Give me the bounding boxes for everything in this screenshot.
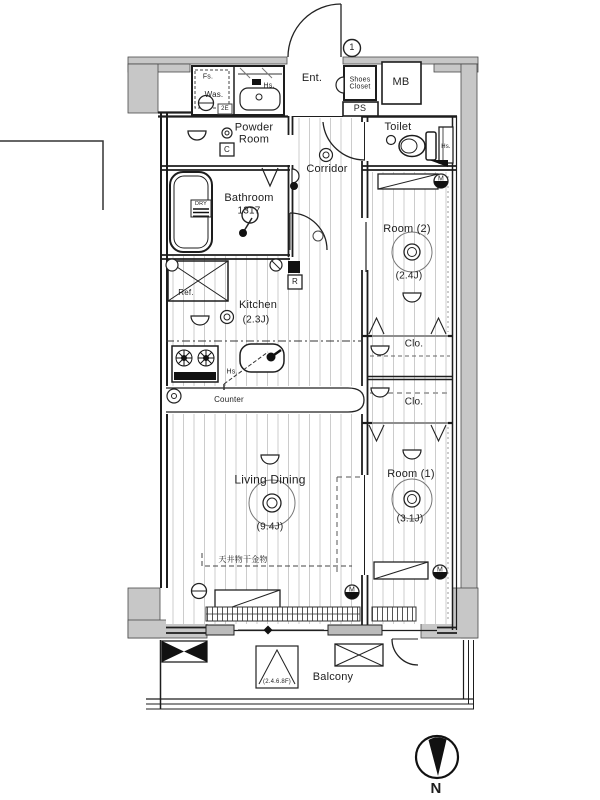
meter-box-label: MB (392, 76, 410, 89)
bath-dryer-label: DRY (194, 201, 208, 208)
living-dining-label: Living Dining (234, 472, 306, 487)
kitchen-label: Kitchen (238, 299, 278, 312)
neighbor-outline (0, 141, 103, 210)
badge-c-label: C (224, 144, 230, 154)
entrance-door-arc (288, 4, 341, 57)
room1-size-label: (3.1J) (396, 513, 424, 525)
stove-grill (174, 372, 216, 380)
powder-room-label: Powder Room (234, 121, 274, 145)
sliding-window-panel (328, 625, 382, 635)
counter-area (166, 386, 366, 414)
bathroom-label: Bathroom (224, 192, 274, 205)
room1-label: Room (1) (387, 468, 435, 481)
washer-label: Was. (204, 89, 224, 99)
compass-icon (416, 736, 458, 778)
shoes-closet-label: Shoes Closet (349, 76, 371, 91)
entrance-label: Ent. (301, 72, 323, 85)
water-heater-label: Hs. (441, 143, 451, 150)
vanity-basin-icon (240, 88, 280, 110)
laundry-hardware-label: 天井物干金物 (218, 554, 268, 564)
balcony-label: Balcony (312, 671, 354, 684)
compass-north-label: N (430, 780, 442, 798)
vanity-faucet-icon (252, 79, 261, 85)
refrigerator-label: Ref. (178, 287, 194, 297)
window-arrow-icon (264, 626, 273, 635)
counter-label: Counter (214, 394, 244, 404)
counter-light-icon (167, 389, 181, 403)
room2-size-label: (2.4J) (395, 270, 423, 282)
room2-label: Room (2) (383, 223, 431, 236)
unit-number-label: 1 (349, 42, 355, 53)
toilet-tank-icon (426, 132, 436, 160)
toilet-bowl-icon (399, 136, 425, 157)
bathroom-size-label: 1317 (237, 205, 261, 217)
faucet-space-label: Fs. (202, 73, 214, 81)
room1-window-sill (372, 607, 416, 621)
shoes-closet-handle-icon (336, 77, 344, 93)
range-hood-icon (288, 261, 300, 273)
water-heater-label: Hs. (226, 368, 238, 376)
toilet-light-icon (387, 136, 396, 145)
balcony-elements (146, 640, 474, 709)
balcony-door-arc (392, 639, 418, 665)
kitchen-size-label: (2.3J) (242, 314, 270, 326)
powder-sink-icon (188, 131, 206, 140)
outlet-label: 2E (221, 105, 229, 112)
water-heater-label: Hs. (263, 82, 275, 90)
living-dining-size-label: (9.4J) (256, 521, 284, 533)
corridor-sensor-icon (313, 231, 323, 241)
vent-icon (166, 259, 178, 271)
corridor-light-icon (320, 149, 333, 162)
kitchen-light-icon (221, 311, 234, 324)
corridor-label: Corridor (306, 163, 348, 176)
balcony-floors-note: (2.4.6.8F) (262, 678, 292, 685)
pipe-space-label: PS (353, 103, 367, 114)
window-marker-label: M (348, 586, 356, 594)
window-marker-label: M (437, 175, 445, 183)
toilet-label: Toilet (384, 121, 412, 134)
sliding-window-panel (206, 625, 234, 635)
closet-lower-label: Clo. (404, 396, 424, 408)
door-knob-icon (290, 182, 298, 190)
closet-upper-label: Clo. (404, 338, 424, 350)
window-marker-label: M (436, 566, 444, 574)
badge-r-label: R (292, 276, 298, 286)
